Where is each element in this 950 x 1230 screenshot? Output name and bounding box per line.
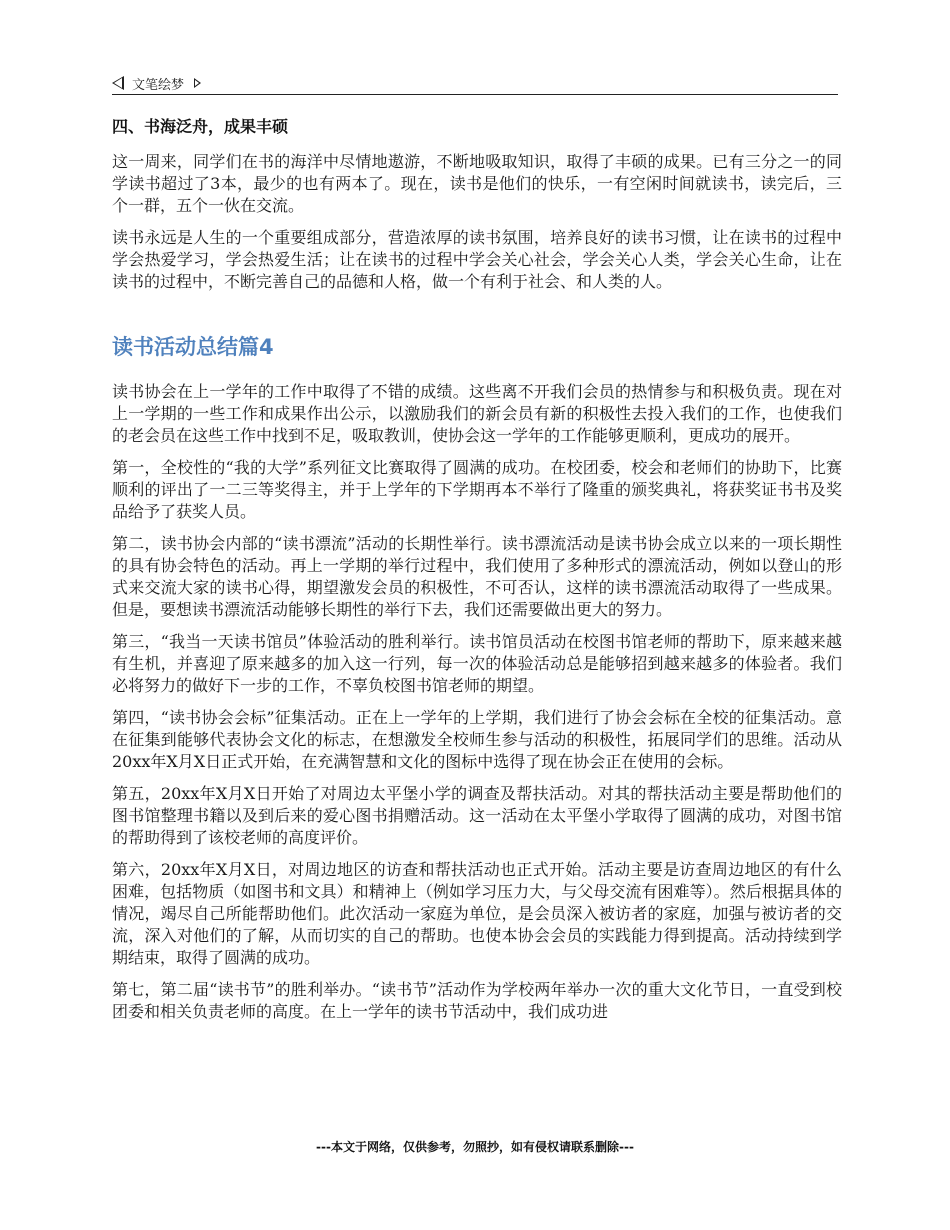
paragraph: 读书永远是人生的一个重要组成部分，营造浓厚的读书氛围，培养良好的读书习惯，让在读书的过程中学会热爱学习，学会热爱生活；让在读书的过程中学会关心社会，学会关心人类，学会关心生命，让在读书的过程中，不断完善自己的品德和人格，做一个有利于社会、和人类的人。 (112, 228, 842, 291)
page-footer: ---本文于网络，仅供参考，勿照抄，如有侵权请联系删除--- (316, 1140, 634, 1154)
triangle-right-icon (194, 78, 201, 88)
paragraph: 读书协会在上一学年的工作中取得了不错的成绩。这些离不开我们会员的热情参与和积极负责。现在对上一学期的一些工作和成果作出公示，以激励我们的新会员有新的积极性去投入我们的工作，也使我们的老会员在这些工作中找到不足，吸取教训，使协会这一学年的工作能够更顺利，更成功的展开。 (112, 382, 842, 445)
triangle-left-icon (112, 76, 124, 90)
paragraph: 第六，20xx年X月X日，对周边地区的访查和帮扶活动也正式开始。活动主要是访查周边地区的有什么困难，包括物质（如图书和文具）和精神上（例如学习压力大，与父母交流有困难等）。然后根据具体的情况，竭尽自己所能帮助他们。此次活动一家庭为单位，是会员深入被访者的家庭，加强与被访者的交流，深入对他们的了解，从而切实的自己的帮助。也使本协会会员的实践能力得到提高。活动持续到学期结束，取得了圆满的成功。 (112, 860, 842, 967)
paragraph: 第三，“我当一天读书馆员”体验活动的胜利举行。读书馆员活动在校图书馆老师的帮助下，原来越来越有生机，并喜迎了原来越多的加入这一行列，每一次的体验活动总是能够招到越来越多的体验者。我们必将努力的做好下一步的工作，不辜负校图书馆老师的期望。 (112, 632, 842, 695)
section-heading: 四、书海泛舟，成果丰硕 (112, 117, 289, 136)
chapter-title: 读书活动总结篇4 (112, 335, 274, 359)
paragraph: 第一，全校性的“我的大学”系列征文比赛取得了圆满的成功。在校团委，校会和老师们的协助下，比赛顺利的评出了一二三等奖得主，并于上学年的下学期再本不举行了隆重的颁奖典礼，将获奖证书书及奖品给予了获奖人员。 (112, 458, 842, 521)
paragraph: 这一周来，同学们在书的海洋中尽情地遨游，不断地吸取知识，取得了丰硕的成果。已有三分之一的同学读书超过了3本，最少的也有两本了。现在，读书是他们的快乐，一有空闲时间就读书，读完后，三个一群，五个一伙在交流。 (112, 152, 842, 215)
paragraph: 第七，第二届“读书节”的胜利举办。“读书节”活动作为学校两年举办一次的重大文化节日，一直受到校团委和相关负责老师的高度。在上一学年的读书节活动中，我们成功进 (112, 980, 842, 1021)
header-title: 文笔绘梦 (132, 77, 185, 93)
paragraph: 第四，“读书协会会标”征集活动。正在上一学年的上学期，我们进行了协会会标在全校的征集活动。意在征集到能够代表协会文化的标志，在想激发全校师生参与活动的积极性，拓展同学们的思维。活动从20xx年X月X日正式开始，在充满智慧和文化的图标中选得了现在协会正在使用的会标。 (112, 708, 842, 771)
document-body (112, 114, 842, 1033)
paragraph: 第二，读书协会内部的“读书漂流”活动的长期性举行。读书漂流活动是读书协会成立以来的一项长期性的具有协会特色的活动。再上一学期的举行过程中，我们使用了多种形式的漂流活动，例如以登山的形式来交流大家的读书心得，期望激发会员的积极性，不可否认，这样的读书漂流活动取得了一些成果。但是，要想读书漂流活动能够长期性的举行下去，我们还需要做出更大的努力。 (112, 534, 842, 619)
paragraph: 第五，20xx年X月X日开始了对周边太平堡小学的调查及帮扶活动。对其的帮扶活动主要是帮助他们的图书馆整理书籍以及到后来的爱心图书捐赠活动。这一活动在太平堡小学取得了圆满的成功，对图书馆的帮助得到了该校老师的高度评价。 (112, 784, 842, 847)
page-header (112, 72, 838, 95)
